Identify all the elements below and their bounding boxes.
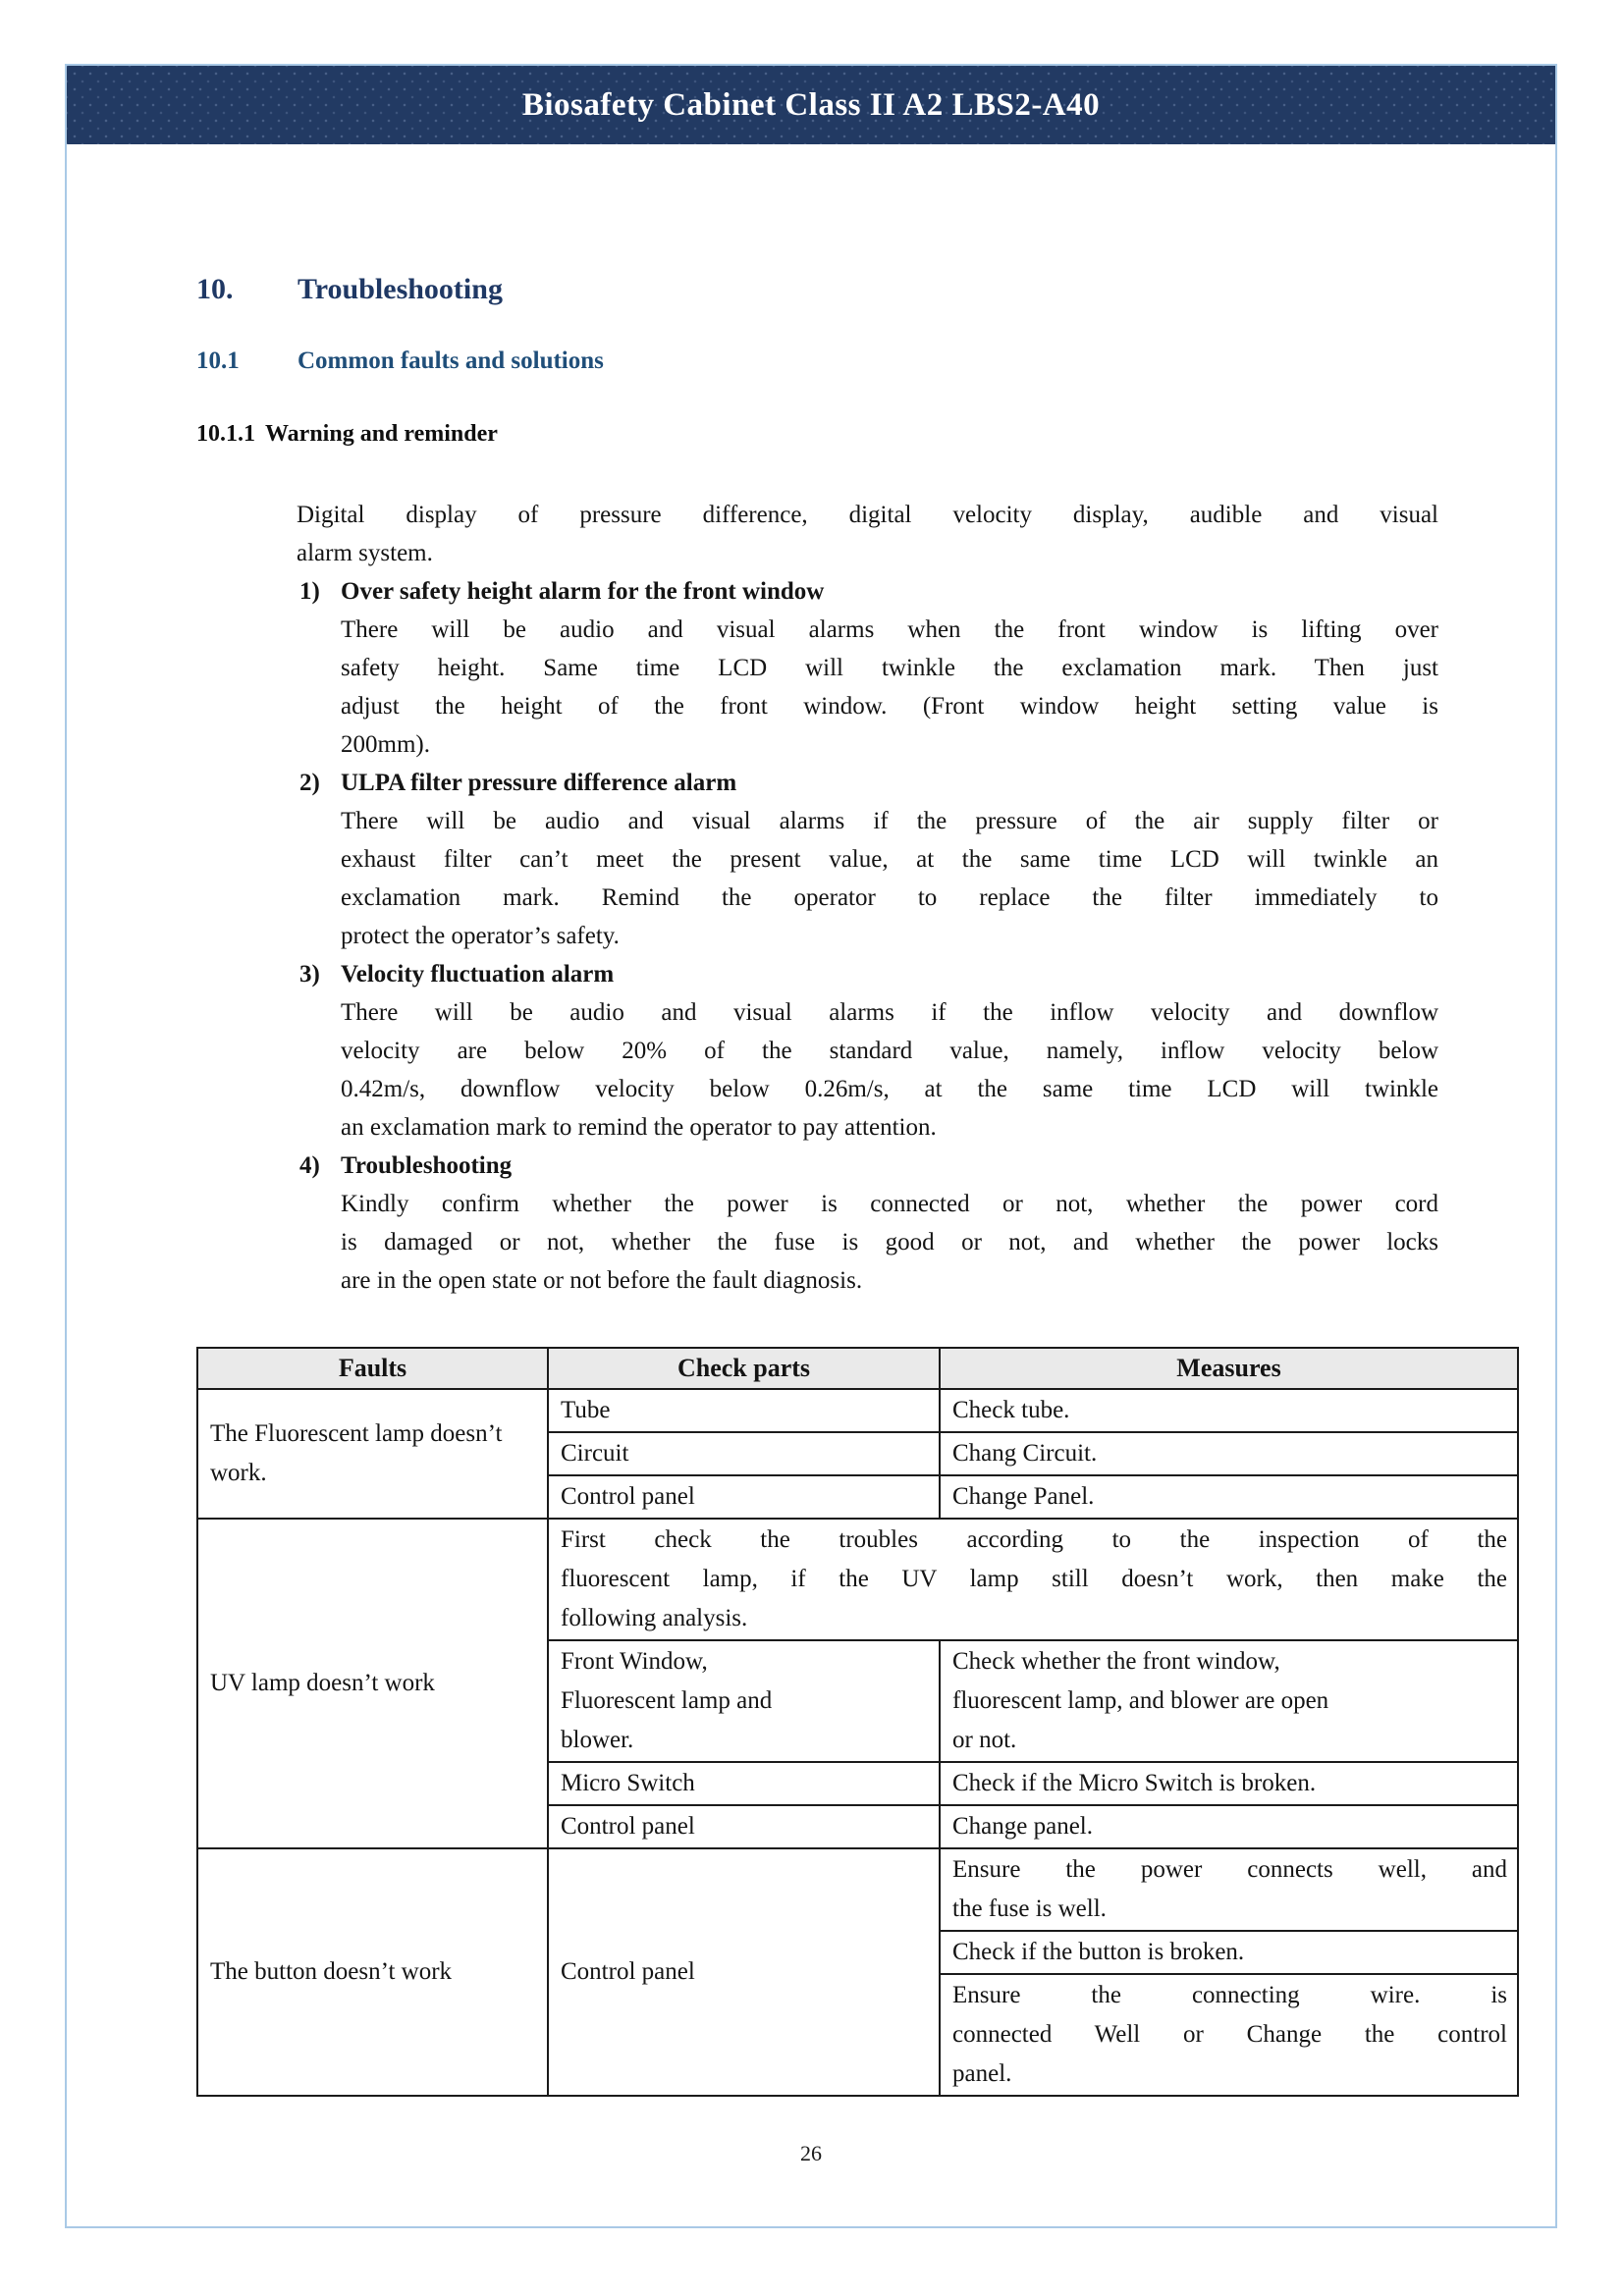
section-heading-10 <box>196 272 1517 307</box>
cell-line: First check the troubles according to the inspection of the <box>561 1526 1507 1553</box>
banner-title: Biosafety Cabinet Class II A2 LBS2-A40 <box>521 86 1101 123</box>
table-row <box>197 1848 1518 1931</box>
intro-paragraph <box>297 496 1438 572</box>
page-number: 26 <box>800 2141 822 2165</box>
item-heading <box>299 764 1517 802</box>
col-header-measures: Measures <box>940 1348 1518 1389</box>
fault-cell: The button doesn’t work <box>197 1848 548 2096</box>
cell-line: Front Window, <box>561 1648 708 1675</box>
paragraph-line: are in the open state or not before the fault diagnosis. <box>341 1267 863 1294</box>
alarm-item-2 <box>196 764 1517 955</box>
part-cell: Control panel <box>548 1848 940 2096</box>
item-title: Troubleshooting <box>341 1152 513 1179</box>
item-number: 1) <box>299 578 320 605</box>
measure-cell: Check if the Micro Switch is broken. <box>940 1762 1518 1805</box>
section-heading-10-1-1 <box>196 419 1517 449</box>
item-number: 2) <box>299 770 320 796</box>
table-row <box>197 1389 1518 1432</box>
cell-line: Ensure the connecting wire. is <box>952 1982 1507 2008</box>
paragraph-line: There will be audio and visual alarms if the pressure of the air supply filter or <box>341 808 1438 834</box>
item-number: 4) <box>299 1152 320 1179</box>
measure-cell <box>940 1974 1518 2096</box>
paragraph-line: exclamation mark. Remind the operator to replace the filter immediately to <box>341 884 1438 911</box>
part-cell: Control panel <box>548 1805 940 1848</box>
measure-cell: Check tube. <box>940 1389 1518 1432</box>
col-header-faults: Faults <box>197 1348 548 1389</box>
item-title: Over safety height alarm for the front window <box>341 578 825 605</box>
heading-number: 10.1 <box>196 347 240 374</box>
merged-instruction-cell <box>548 1519 1518 1640</box>
measure-cell: Check if the button is broken. <box>940 1931 1518 1974</box>
header-banner <box>67 66 1555 144</box>
paragraph-line: is damaged or not, whether the fuse is good or not, and whether the power locks <box>341 1229 1438 1255</box>
cell-line: Ensure the power connects well, and <box>952 1856 1507 1883</box>
paragraph-line: safety height. Same time LCD will twinkle the exclamation mark. Then just <box>341 655 1438 681</box>
cell-line: or not. <box>952 1727 1017 1753</box>
paragraph-line: an exclamation mark to remind the operator to pay attention. <box>341 1114 937 1141</box>
paragraph-line: 200mm). <box>341 731 430 758</box>
part-cell: Circuit <box>548 1432 940 1475</box>
item-title: Velocity fluctuation alarm <box>341 961 615 988</box>
measure-cell: Change Panel. <box>940 1475 1518 1519</box>
cell-line: the fuse is well. <box>952 1896 1107 1922</box>
cell-line: fluorescent lamp, and blower are open <box>952 1687 1329 1714</box>
item-title: ULPA filter pressure difference alarm <box>341 770 737 796</box>
cell-line: connected Well or Change the control <box>952 2021 1507 2048</box>
cell-line: panel. <box>952 2060 1012 2087</box>
item-number: 3) <box>299 961 320 988</box>
measure-cell <box>940 1848 1518 1931</box>
measure-cell <box>940 1640 1518 1762</box>
item-heading <box>299 955 1517 993</box>
item-body <box>341 993 1438 1147</box>
alarm-item-4 <box>196 1147 1517 1300</box>
heading-title: Warning and reminder <box>265 421 498 447</box>
table-header-row <box>197 1348 1518 1389</box>
alarm-item-3 <box>196 955 1517 1147</box>
measure-cell: Chang Circuit. <box>940 1432 1518 1475</box>
part-cell: Control panel <box>548 1475 940 1519</box>
paragraph-line: There will be audio and visual alarms when the front window is lifting over <box>341 616 1438 643</box>
cell-line: fluorescent lamp, if the UV lamp still doesn’t work, then make the <box>561 1566 1507 1592</box>
fault-cell: The Fluorescent lamp doesn’t work. <box>197 1389 548 1519</box>
faults-table <box>196 1347 1519 2097</box>
paragraph-line: Kindly confirm whether the power is connected or not, whether the power cord <box>341 1191 1438 1217</box>
alarm-item-1 <box>196 572 1517 764</box>
fault-cell: UV lamp doesn’t work <box>197 1519 548 1848</box>
paragraph-line: protect the operator’s safety. <box>341 923 620 949</box>
col-header-check-parts: Check parts <box>548 1348 940 1389</box>
paragraph-line: adjust the height of the front window. (Front window height setting value is <box>341 693 1438 720</box>
heading-number: 10.1.1 <box>196 421 255 447</box>
page-border <box>65 64 1557 2228</box>
part-cell <box>548 1640 940 1762</box>
part-cell: Micro Switch <box>548 1762 940 1805</box>
cell-line: Fluorescent lamp and <box>561 1687 773 1714</box>
measure-cell: Change panel. <box>940 1805 1518 1848</box>
cell-line: Check whether the front window, <box>952 1648 1280 1675</box>
paragraph-line: Digital display of pressure difference, digital velocity display, audible and visual <box>297 502 1438 528</box>
paragraph-line: alarm system. <box>297 540 433 566</box>
item-heading <box>299 1147 1517 1185</box>
paragraph-line: There will be audio and visual alarms if the inflow velocity and downflow <box>341 999 1438 1026</box>
table-row <box>197 1519 1518 1640</box>
cell-line: following analysis. <box>561 1605 748 1631</box>
item-heading <box>299 572 1517 611</box>
item-body <box>341 1185 1438 1300</box>
item-body <box>341 802 1438 955</box>
heading-number: 10. <box>196 273 234 305</box>
paragraph-line: 0.42m/s, downflow velocity below 0.26m/s, at the same time LCD will twinkle <box>341 1076 1438 1102</box>
item-body <box>341 611 1438 764</box>
paragraph-line: exhaust filter can’t meet the present value, at the same time LCD will twinkle an <box>341 846 1438 873</box>
content-area <box>67 272 1555 2097</box>
cell-line: blower. <box>561 1727 634 1753</box>
section-heading-10-1 <box>196 347 1517 376</box>
paragraph-line: velocity are below 20% of the standard value, namely, inflow velocity below <box>341 1038 1438 1064</box>
heading-title: Common faults and solutions <box>298 347 604 374</box>
heading-title: Troubleshooting <box>298 273 503 305</box>
part-cell: Tube <box>548 1389 940 1432</box>
